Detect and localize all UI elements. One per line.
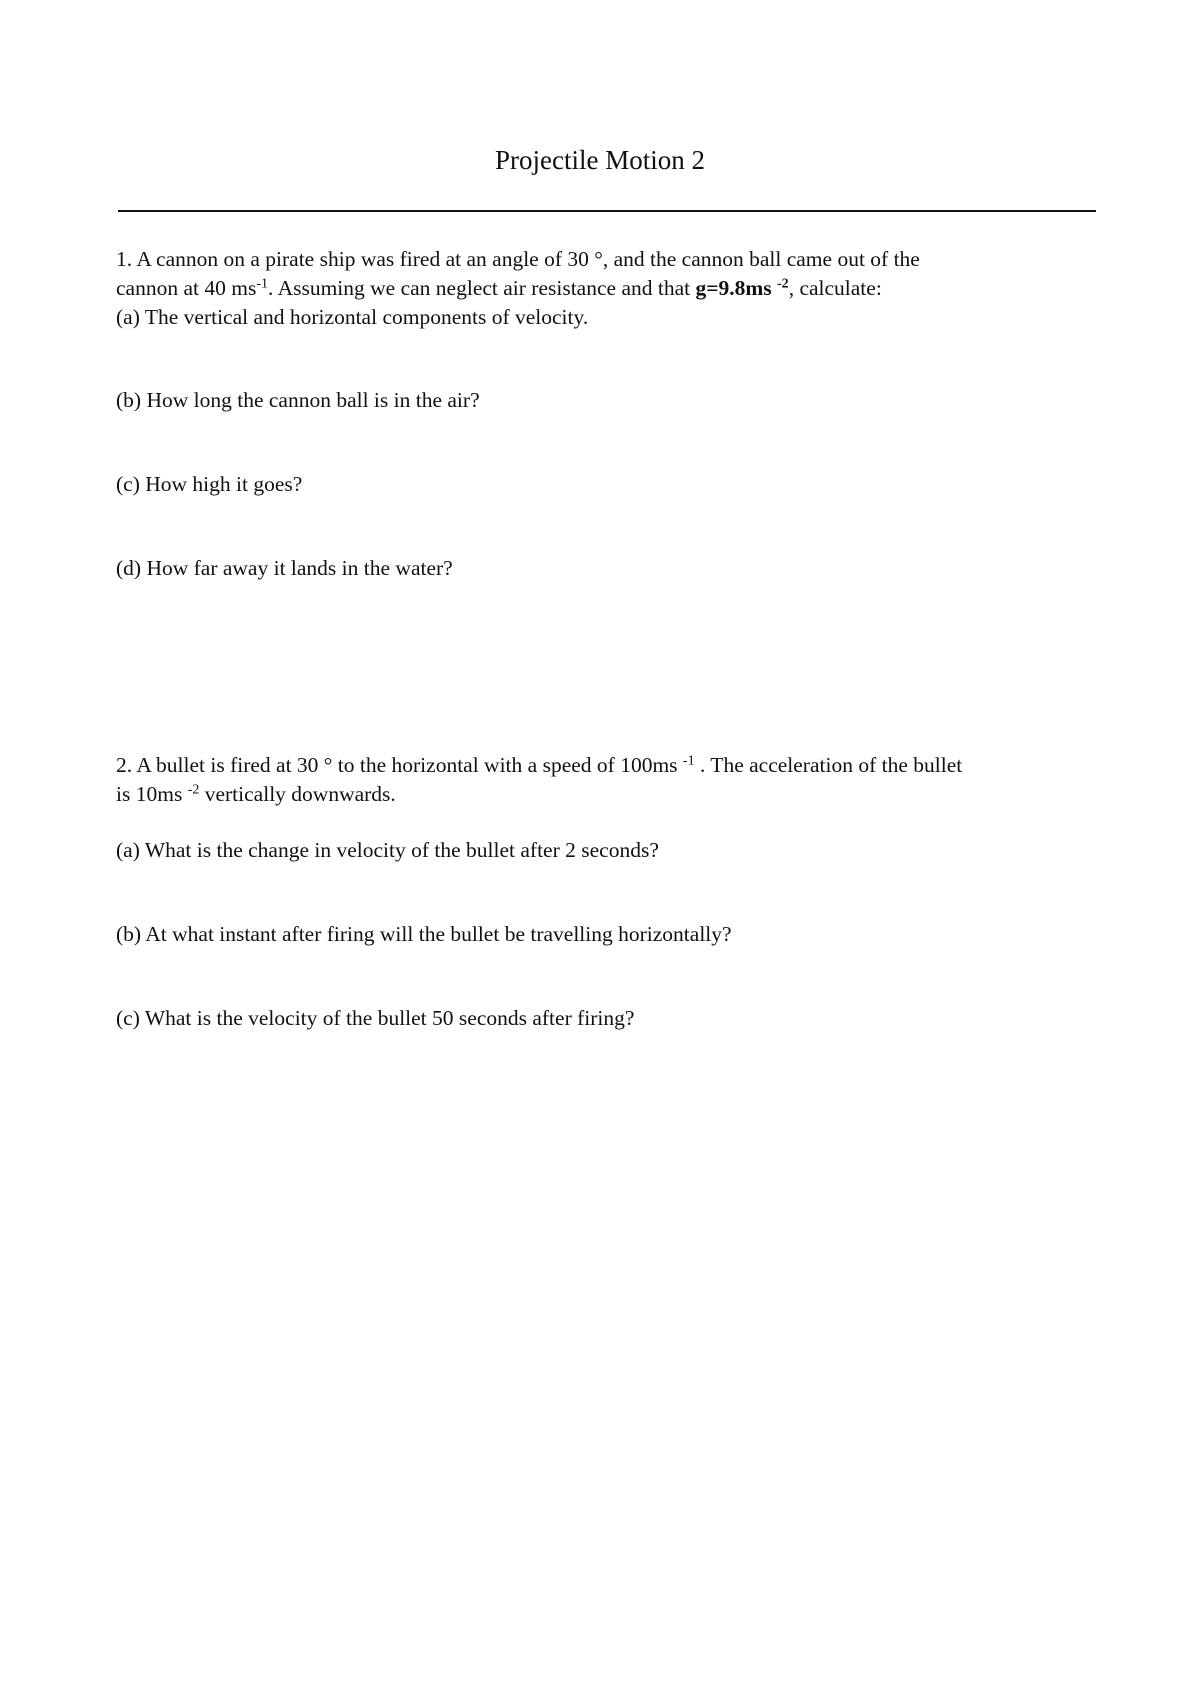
- page-title: Projectile Motion 2: [495, 145, 705, 175]
- q2-line-1-text-a: 2. A bullet is fired at 30 ° to the horizontal with a speed of 100ms: [116, 753, 683, 777]
- q1-part-a: (a) The vertical and horizontal components of velocity.: [116, 305, 589, 329]
- q1-line-2-text-a: cannon at 40 ms: [116, 276, 257, 300]
- q1-part-c: (c) How high it goes?: [116, 472, 303, 496]
- q1-part-d: (d) How far away it lands in the water?: [116, 556, 453, 580]
- q1-gravity-value: g=9.8ms: [695, 276, 778, 300]
- q1-velocity-exponent: -1: [256, 276, 268, 292]
- q2-part-b: (b) At what instant after firing will the bullet be travelling horizontally?: [116, 922, 732, 946]
- title-divider: [118, 210, 1096, 212]
- q1-line-2-text-c: , calculate:: [788, 276, 882, 300]
- q1-part-b: (b) How long the cannon ball is in the air?: [116, 388, 480, 412]
- q2-acceleration-exponent: -2: [187, 782, 200, 798]
- q1-line-2: [116, 274, 1096, 303]
- q2-line-2: [116, 780, 1096, 809]
- q2-part-a: (a) What is the change in velocity of the bullet after 2 seconds?: [116, 838, 659, 862]
- q2-line-1-text-b: . The acceleration of the bullet: [694, 753, 963, 777]
- q1-gravity-exponent: -2: [777, 276, 789, 292]
- q2-part-c: (c) What is the velocity of the bullet 50 seconds after firing?: [116, 1006, 635, 1030]
- q2-line-2-text-b: vertically downwards.: [199, 782, 396, 806]
- q2-speed-exponent: -1: [682, 753, 695, 769]
- q2-line-2-text-a: is 10ms: [116, 782, 188, 806]
- q2-line-1: [116, 751, 1096, 780]
- q1-line-1: 1. A cannon on a pirate ship was fired at an angle of 30 °, and the cannon ball came out of the: [116, 247, 920, 271]
- q1-line-2-text-b: . Assuming we can neglect air resistance and that: [268, 276, 696, 300]
